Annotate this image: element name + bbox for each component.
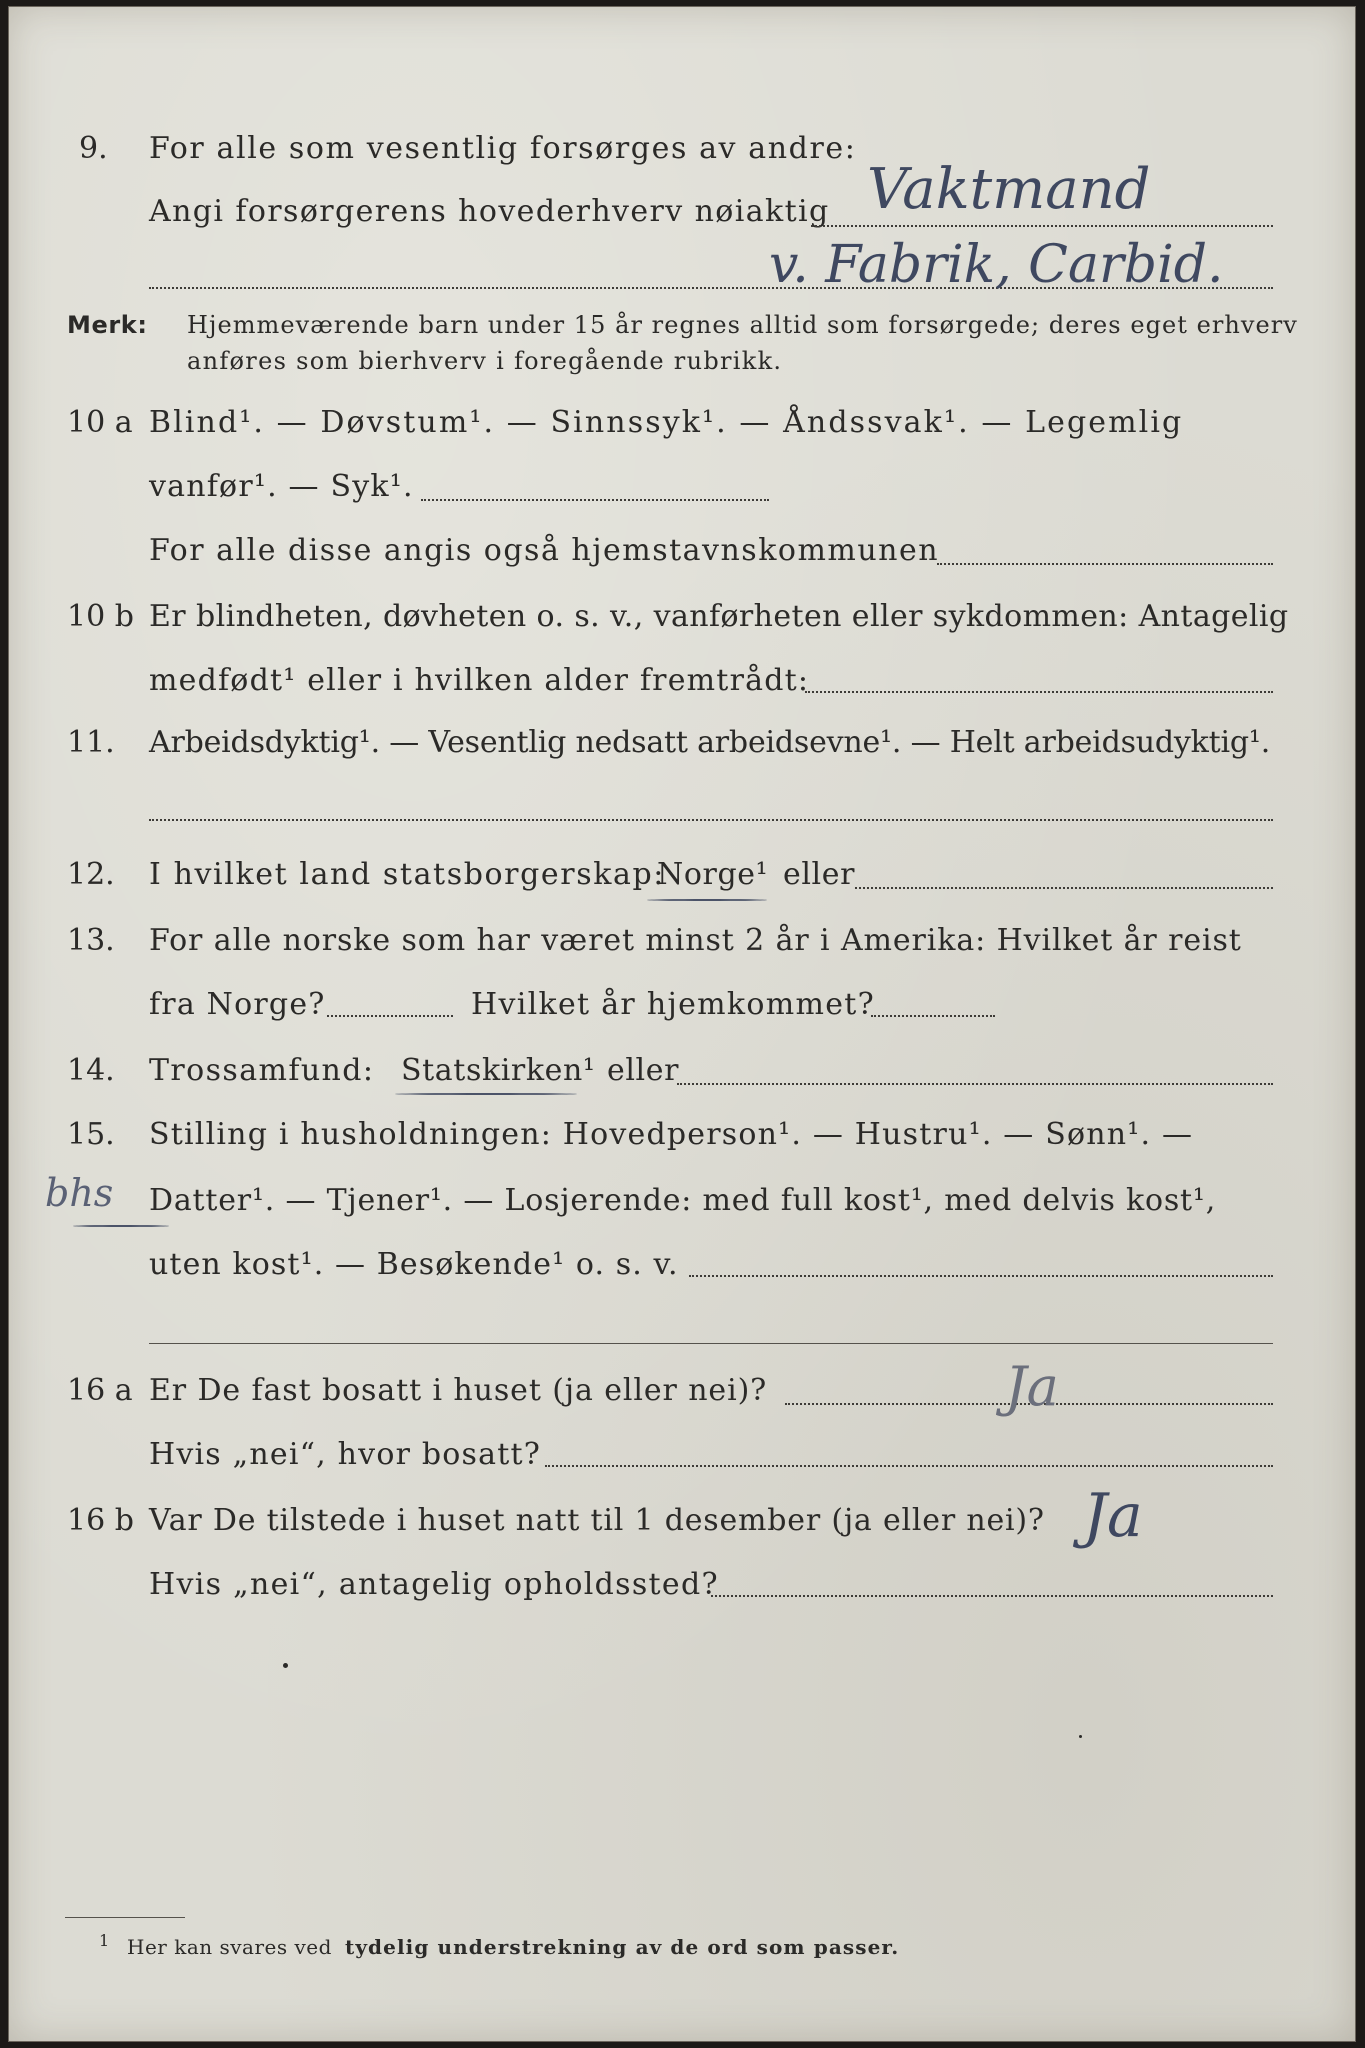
- q13-number: 13.: [67, 923, 115, 958]
- q14-text-a: Trossamfund:: [149, 1053, 375, 1088]
- q11-answer-line: [149, 819, 1273, 821]
- footnote-text-b: tydelig understrekning av de ord som passer.: [345, 1935, 900, 1959]
- footnote-rule: [65, 1917, 185, 1918]
- q14-statskirken-underline: [395, 1093, 577, 1095]
- q10a-line3: For alle disse angis også hjemstavnskommunen: [149, 533, 940, 568]
- q15-line1: Stilling i husholdningen: Hovedperson¹. — Hustru¹. — Sønn¹. —: [149, 1117, 1194, 1152]
- q11-number: 11.: [67, 725, 115, 760]
- q16a-line1: Er De fast bosatt i huset (ja eller nei)?: [149, 1373, 768, 1408]
- q10a-line1: Blind¹. — Døvstum¹. — Sinnssyk¹. — Åndssvak¹. — Legemlig: [149, 405, 1184, 440]
- q13-hjemkommet-line: [871, 1015, 995, 1017]
- q15-datter-underline: [73, 1225, 169, 1227]
- q10a-answer-line: [421, 499, 769, 501]
- q10a-line2: vanfør¹. — Syk¹.: [149, 469, 414, 504]
- q10a-hometown-line: [937, 563, 1273, 565]
- merk-line1: Hjemmeværende barn under 15 år regnes alltid som forsørgede; deres eget erhverv: [187, 311, 1298, 339]
- merk-line2: anføres som bierhverv i foregående rubrikk.: [187, 347, 783, 375]
- q12-text-c: eller: [783, 857, 856, 892]
- q16a-line2: Hvis „nei“, hvor bosatt?: [149, 1437, 542, 1472]
- merk-label: Merk:: [67, 311, 148, 339]
- q16b-answer: Ja: [1083, 1481, 1143, 1551]
- q12-number: 12.: [67, 857, 115, 892]
- q13-line2b: Hvilket år hjemkommet?: [471, 987, 876, 1022]
- q14-answer-line: [677, 1083, 1273, 1085]
- q12-norge-underline: [647, 899, 767, 901]
- q9-answer-occupation: Vaktmand: [867, 157, 1151, 222]
- q14-number: 14.: [67, 1053, 115, 1088]
- q15-line2: Datter¹. — Tjener¹. — Losjerende: med full kost¹, med delvis kost¹,: [149, 1183, 1217, 1218]
- q9-number: 9.: [79, 131, 108, 166]
- q16b-opholdssted-line: [711, 1595, 1273, 1597]
- q14-statskirken-option: Statskirken¹: [401, 1053, 596, 1088]
- q9-answer-line: [811, 225, 1273, 227]
- ink-spot: [1079, 1735, 1082, 1738]
- q9-line2: Angi forsørgerens hovederhverv nøiaktig: [149, 194, 830, 229]
- q9-answer-workplace: v. Fabrik, Carbid.: [769, 235, 1224, 295]
- q15-answer-line-2: [149, 1343, 1273, 1344]
- q10b-number: 10 b: [67, 599, 134, 634]
- q15-line3: uten kost¹. — Besøkende¹ o. s. v.: [149, 1247, 679, 1282]
- census-form-page: [8, 6, 1356, 2042]
- q16b-line1: Var De tilstede i huset natt til 1 desember (ja eller nei)?: [149, 1503, 1045, 1538]
- q16b-number: 16 b: [67, 1503, 134, 1538]
- q16a-number: 16 a: [67, 1373, 133, 1408]
- q14-text-c: eller: [607, 1053, 680, 1088]
- ink-spot: [283, 1663, 288, 1668]
- q13-line1: For alle norske som har været minst 2 år i Amerika: Hvilket år reist: [149, 923, 1242, 958]
- q15-number: 15.: [67, 1117, 115, 1152]
- q10b-line1: Er blindheten, døvheten o. s. v., vanførheten eller sykdommen: Antagelig: [149, 599, 1289, 634]
- q15-margin-note: bhs: [45, 1171, 114, 1215]
- q12-norge-option: Norge¹: [657, 857, 769, 892]
- q9-line1: For alle som vesentlig forsørges av andre:: [149, 131, 857, 166]
- q13-reist-line: [327, 1015, 453, 1017]
- q12-text-a: I hvilket land statsborgerskap:: [149, 857, 665, 892]
- q12-answer-line: [855, 887, 1273, 889]
- q10b-answer-line: [805, 691, 1273, 693]
- q16a-bosatt-line: [545, 1465, 1273, 1467]
- q10b-line2: medfødt¹ eller i hvilken alder fremtrådt:: [149, 663, 810, 698]
- q16a-answer: Ja: [1005, 1355, 1059, 1418]
- q10a-number: 10 a: [67, 405, 133, 440]
- q13-line2a: fra Norge?: [149, 987, 326, 1022]
- footnote-mark: 1: [99, 1931, 110, 1950]
- q11-line1: Arbeidsdyktig¹. — Vesentlig nedsatt arbeidsevne¹. — Helt arbeidsudyktig¹.: [149, 725, 1271, 760]
- q15-answer-line: [689, 1275, 1273, 1277]
- q16b-line2: Hvis „nei“, antagelig opholdssted?: [149, 1567, 719, 1602]
- footnote-text-a: Her kan svares ved: [127, 1935, 332, 1959]
